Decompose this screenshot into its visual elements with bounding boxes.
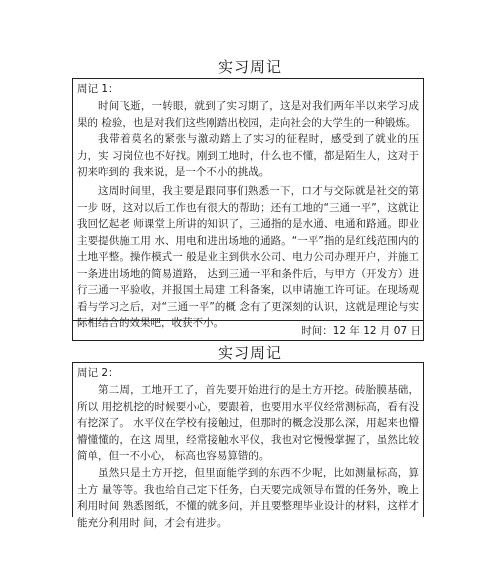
entry1-label: 周记 1：: [77, 83, 119, 95]
entry2-label: 周记 2：: [77, 367, 119, 379]
entry2-paragraph-1: 第二周，工地开工了，首先要开始进行的是土方开挖。砖胎膜基础，所以 用挖机挖的时候要小心，要跟着，也要用水平仪经常测标高，看有没有挖深了。 水平仪在学校有接触过，但那时的概念没那么深，用起来也懵懵懂懂的，在这 周里，经常接触水平仪，我也对它慢慢掌握了，虽然比较简单，但一不小心， 标高也容易算错的。: [77, 384, 419, 462]
entry2-paragraph-2: 虽然只是土方开挖，但里面能学到的东西不少呢，比如测量标高，算土方 量等等。我也给自己定下任务，白天要完成领导布置的任务外，晚上利用时间 熟悉图纸，不懂的就多问，并且要整理毕业设计的材料，这样才能充分利用时 间，才会有进步。: [77, 467, 419, 529]
entry2-title: 实习周记: [217, 344, 282, 362]
entry2-box: [72, 362, 424, 529]
entry1-paragraph-3: 这周时间里，我主要是跟同事们熟悉一下，口才与交际就是社交的第一步 呀，这对以后工作也有很大的帮助；还有工地的“三通一平”，这就让我回忆起老 师课堂上所讲的知识了，三通指的是水通、电通和路通。即业主要提供施工用 水、用电和进出场地的通路。“一平”指的是红线范围内的土地平整。操作模式一 般是业主到供水公司、电力公司办理开户，并施工一条进出场地的简易道路， 达到三通一平和条件后，与甲方（开发方）进行三通一平验收，并报国土局建 工科备案，以申请施工许可证。在现场观看与学习之后，对“三通一平”的概 念有了更深刻的认识，这就是理论与实际相结合的效果吧，收获不小。: [77, 185, 419, 329]
entry1-title: 实习周记: [217, 58, 282, 76]
entry1-box: [72, 78, 424, 341]
entry1-paragraph-1: 时间飞逝，一转眼，就到了实习期了，这是对我们两年半以来学习成果的 检验，也是对我们这些刚踏出校园，走向社会的大学生的一种锻炼。: [77, 100, 419, 129]
entry1-paragraph-2: 我带着莫名的紧张与激动踏上了实习的征程时，感受到了就业的压力，实 习岗位也不好找。刚到工地时，什么也不懂，都是陌生人，这对于初来咋到的 我来说，是一个不小的挑战。: [77, 133, 419, 178]
entry1-date-row: [72, 320, 424, 341]
entry1-date: 时间：12 年 12 月 07 日: [301, 325, 421, 337]
